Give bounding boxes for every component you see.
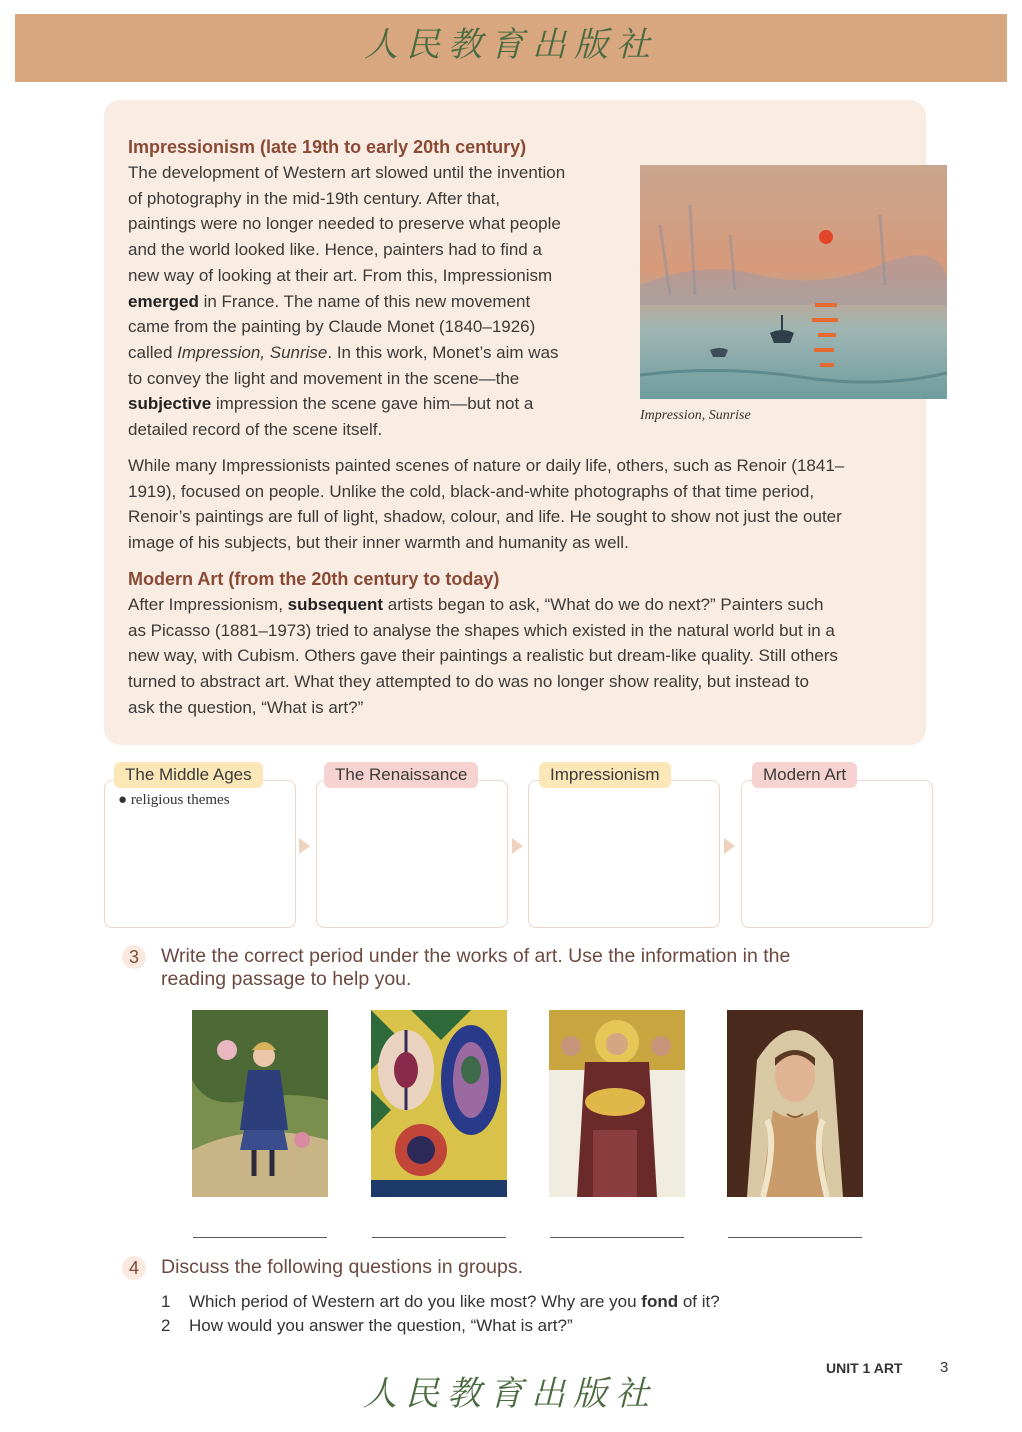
text-line: [128, 391, 625, 417]
text-line: detailed record of the scene itself.: [128, 420, 383, 440]
publisher-logo: 人民教育出版社: [364, 25, 658, 65]
text-line: While many Impressionists painted scenes of nature or daily life, others, such as Renoir (1841–: [128, 456, 845, 475]
impressionism-paragraph-2: [128, 453, 910, 556]
text-line: reading passage to help you.: [161, 968, 412, 990]
timeline-tab-middle-ages: The Middle Ages: [114, 762, 263, 788]
exercise-3-instruction: [161, 945, 790, 991]
timeline-arrow-icon: [512, 838, 523, 854]
artwork-renaissance-portrait: [727, 1010, 863, 1197]
text-line: The development of Western art slowed until the invention: [128, 163, 566, 182]
text-line: [128, 289, 625, 315]
text-line: came from the painting by Claude Monet (1840–1926): [128, 317, 536, 337]
text-line: 1919), focused on people. Unlike the cold, black-and-white photographs of that time period,: [128, 481, 815, 501]
text-line: turned to abstract art. What they attempted to do was no longer show reality, but instead to: [128, 672, 810, 692]
vocab-subsequent: subsequent: [287, 595, 384, 614]
modern-art-heading: Modern Art (from the 20th century to today): [128, 569, 500, 589]
question-number: 2: [161, 1316, 171, 1335]
artwork-renoir-girl: [192, 1010, 328, 1197]
header-band: [15, 14, 1007, 82]
text-span: artists began to ask, “What do we do next?” Painters such: [383, 595, 824, 614]
question-number: 1: [161, 1292, 171, 1311]
discussion-question-1: [161, 1292, 720, 1312]
painting-caption: Impression, Sunrise: [640, 408, 751, 423]
text-line: and the world looked like. Hence, painters had to find a: [128, 240, 542, 260]
text-span: called: [128, 342, 178, 362]
exercise-4-number: 4: [122, 1256, 146, 1280]
answer-line-3[interactable]: [550, 1237, 684, 1238]
footer-unit-label: UNIT 1 ART: [826, 1360, 903, 1376]
text-line: [128, 340, 625, 366]
impressionism-paragraph-1: [128, 160, 625, 443]
text-line: Write the correct period under the works of art. Use the information in the: [161, 945, 791, 967]
exercise-3-number: 3: [122, 945, 146, 969]
modern-art-paragraph: [128, 592, 910, 721]
bullet-icon: ●: [118, 792, 128, 808]
text-span: . In this work, Monet’s aim was: [327, 342, 559, 362]
exercise-4-instruction: Discuss the following questions in groups.: [161, 1256, 524, 1278]
timeline-box-modern-art[interactable]: [741, 780, 933, 928]
timeline-arrow-icon: [724, 838, 735, 854]
timeline-tab-impressionism: Impressionism: [539, 762, 671, 788]
discussion-question-2: [161, 1316, 573, 1336]
timeline-arrow-icon: [299, 838, 310, 854]
impressionism-heading: Impressionism (late 19th to early 20th century): [128, 137, 527, 157]
text-span: in France. The name of this new movement: [198, 291, 531, 311]
timeline-box-impressionism[interactable]: [528, 780, 720, 928]
impression-sunrise-painting: [640, 165, 947, 399]
text-line: ask the question, “What is art?”: [128, 697, 364, 717]
text-line: to convey the light and movement in the scene—the: [128, 368, 520, 388]
timeline-box-renaissance[interactable]: [316, 780, 508, 928]
text-line: of photography in the mid-19th century. After that,: [128, 188, 501, 208]
answer-line-1[interactable]: [193, 1237, 327, 1238]
text-span: Which period of Western art do you like most? Why are you: [189, 1292, 642, 1311]
text-line: image of his subjects, but their inner warmth and humanity as well.: [128, 533, 629, 553]
publisher-logo-bottom: 人民教育出版社: [363, 1374, 657, 1414]
text-line: as Picasso (1881–1973) tried to analyse the shapes which existed in the natural world but in a: [128, 620, 835, 640]
timeline-tab-renaissance: The Renaissance: [324, 762, 478, 788]
text-span: impression the scene gave him—but not a: [211, 394, 534, 414]
text-span: After Impressionism,: [128, 595, 288, 614]
timeline-tab-modern-art: Modern Art: [752, 762, 857, 788]
vocab-emerged: emerged: [128, 291, 199, 311]
answer-line-2[interactable]: [372, 1237, 506, 1238]
vocab-subjective: subjective: [128, 394, 212, 414]
text-span: How would you answer the question, “What is art?”: [189, 1316, 573, 1335]
note-text: religious themes: [130, 792, 230, 808]
vocab-fond: fond: [641, 1292, 679, 1311]
text-span: of it?: [678, 1292, 720, 1311]
artwork-byzantine-mosaic: [549, 1010, 685, 1197]
text-line: new way, with Cubism. Others gave their paintings a realistic but dream-like quality. Still others: [128, 646, 838, 666]
answer-line-4[interactable]: [728, 1237, 862, 1238]
text-line: paintings were no longer needed to preserve what people: [128, 214, 561, 234]
middle-ages-note: [118, 792, 230, 809]
artwork-picasso-mirror: [371, 1010, 507, 1197]
page-number: 3: [940, 1359, 949, 1376]
text-line: new way of looking at their art. From this, Impressionism: [128, 265, 553, 285]
text-line: Renoir’s paintings are full of light, shadow, colour, and life. He sought to show not just the outer: [128, 507, 842, 527]
text-line: [128, 592, 910, 618]
painting-title: Impression, Sunrise: [177, 342, 328, 362]
